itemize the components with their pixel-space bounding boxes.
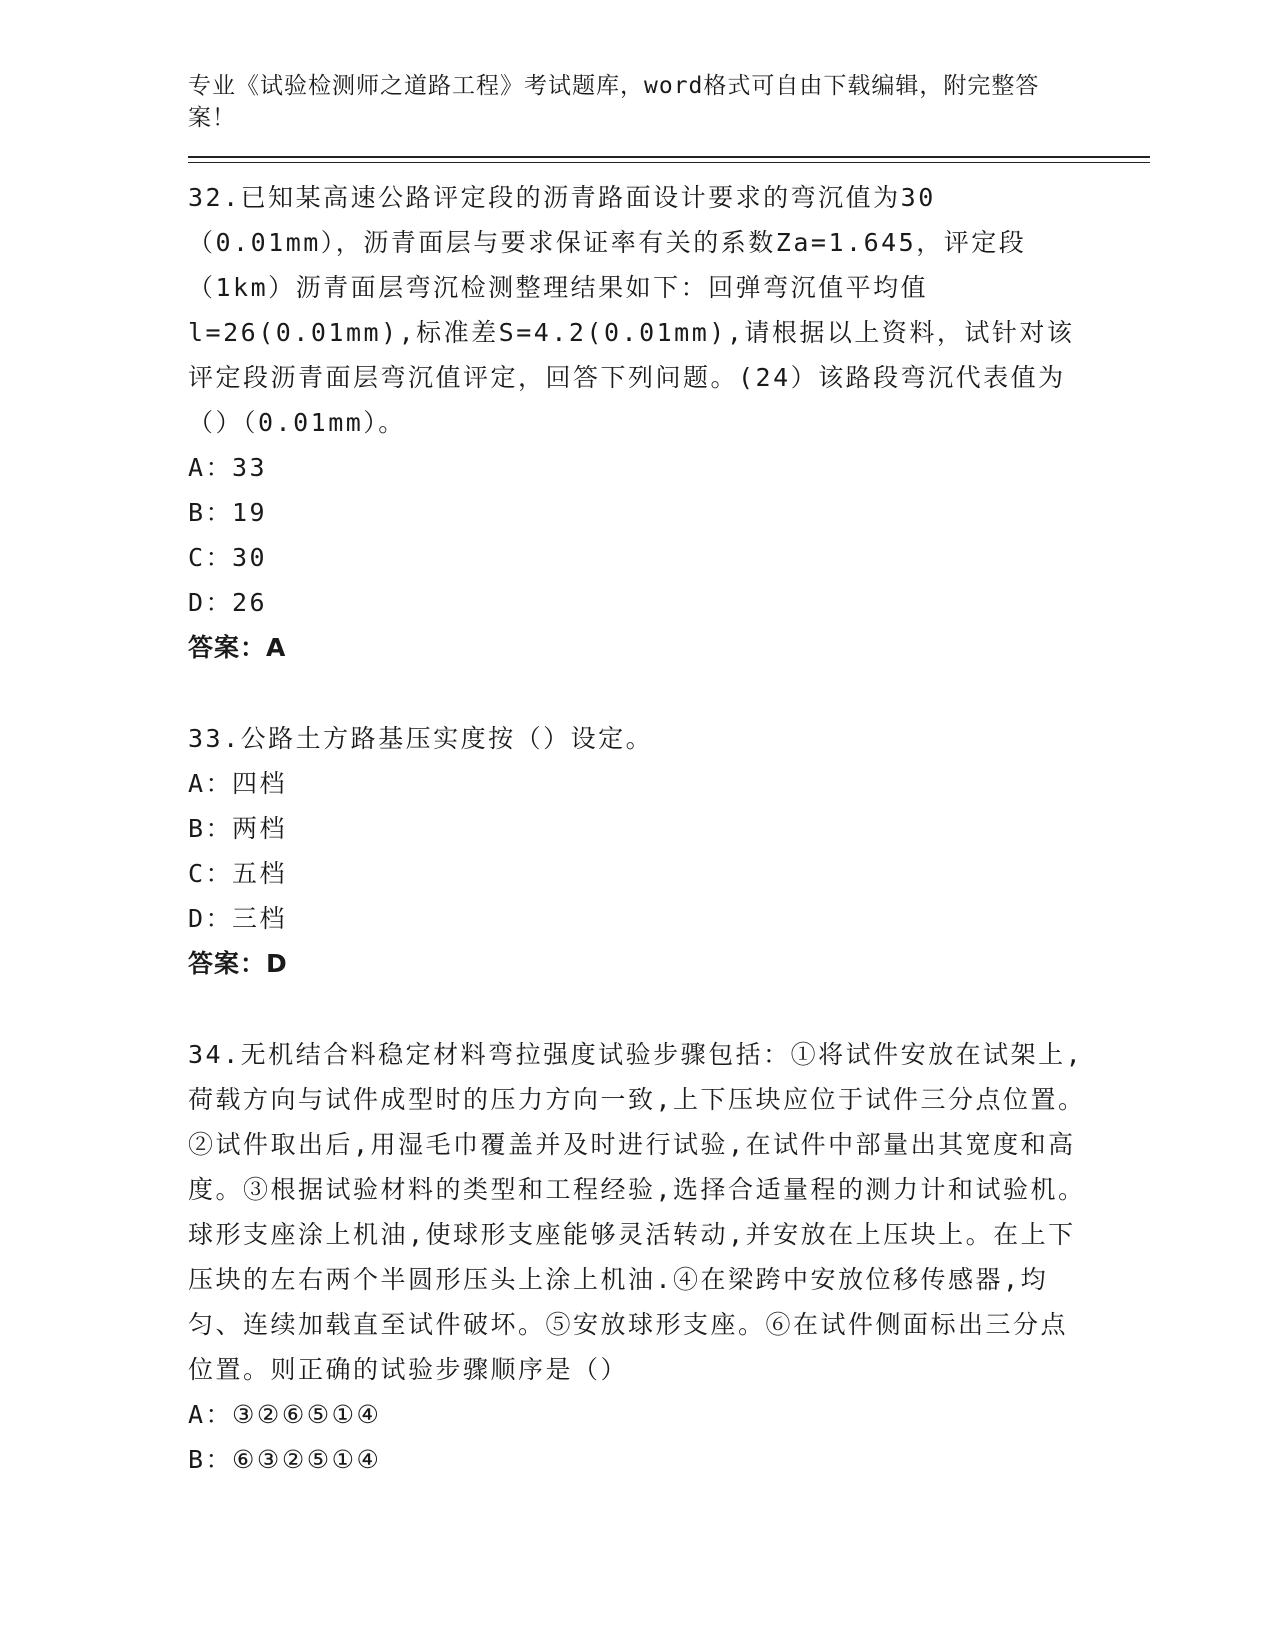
question-32	[188, 175, 1148, 670]
option-b	[188, 806, 1148, 851]
option-key: A：	[188, 1400, 234, 1429]
option-d	[188, 896, 1148, 941]
answer-line: 答案：D	[188, 949, 288, 978]
option-text: 19	[232, 498, 268, 527]
option-key: C：	[188, 859, 234, 888]
option-text: ③②⑥⑤①④	[232, 1400, 382, 1429]
option-text: ⑥③②⑤①④	[232, 1445, 382, 1474]
option-c	[188, 851, 1148, 896]
option-text: 26	[232, 588, 268, 617]
option-key: B：	[188, 498, 234, 527]
answer-line: 答案：A	[188, 633, 287, 662]
option-a	[188, 445, 1148, 490]
question-stem: 33.公路土方路基压实度按（）设定。	[188, 724, 654, 753]
option-key: B：	[188, 1445, 234, 1474]
header-divider	[188, 156, 1150, 163]
option-key: C：	[188, 543, 234, 572]
option-b	[188, 1437, 1148, 1482]
option-key: D：	[188, 904, 234, 933]
option-text: 两档	[232, 814, 288, 843]
option-b	[188, 490, 1148, 535]
option-a	[188, 1392, 1148, 1437]
option-text: 三档	[232, 904, 288, 933]
option-d	[188, 580, 1148, 625]
question-33	[188, 716, 1148, 986]
option-text: 四档	[232, 769, 288, 798]
spacer	[188, 670, 1148, 716]
document-page	[188, 70, 1148, 1482]
option-text: 五档	[232, 859, 288, 888]
document-header: 专业《试验检测师之道路工程》考试题库，word格式可自由下载编辑，附完整答案！	[188, 73, 1040, 131]
option-key: D：	[188, 588, 234, 617]
option-text: 33	[232, 453, 268, 482]
option-text: 30	[232, 543, 268, 572]
option-key: A：	[188, 769, 234, 798]
option-key: B：	[188, 814, 234, 843]
question-34	[188, 1032, 1148, 1482]
question-stem: 32.已知某高速公路评定段的沥青路面设计要求的弯沉值为30（0.01mm），沥青面层与要求保证率有关的系数Za=1.645，评定段（1km）沥青面层弯沉检测整理结果如下：回弹弯沉值平均值l=26(0.01mm),标准差S=4.2(0.01mm),请根据以上资料，试针对该评定段沥青面层弯沉值评定，回答下列问题。(24）该路段弯沉代表值为（）（0.01mm）。	[188, 183, 1075, 437]
question-stem: 34.无机结合料稳定材料弯拉强度试验步骤包括：①将试件安放在试架上,荷载方向与试件成型时的压力方向一致,上下压块应位于试件三分点位置。②试件取出后,用湿毛巾覆盖并及时进行试验,在试件中部量出其宽度和高度。③根据试验材料的类型和工程经验,选择合适量程的测力计和试验机。球形支座涂上机油,使球形支座能够灵活转动,并安放在上压块上。在上下压块的左右两个半圆形压头上涂上机油.④在梁跨中安放位移传感器,均匀、连续加载直至试件破坏。⑤安放球形支座。⑥在试件侧面标出三分点位置。则正确的试验步骤顺序是（）	[188, 1040, 1086, 1384]
option-a	[188, 761, 1148, 806]
option-key: A：	[188, 453, 234, 482]
option-c	[188, 535, 1148, 580]
spacer	[188, 986, 1148, 1032]
